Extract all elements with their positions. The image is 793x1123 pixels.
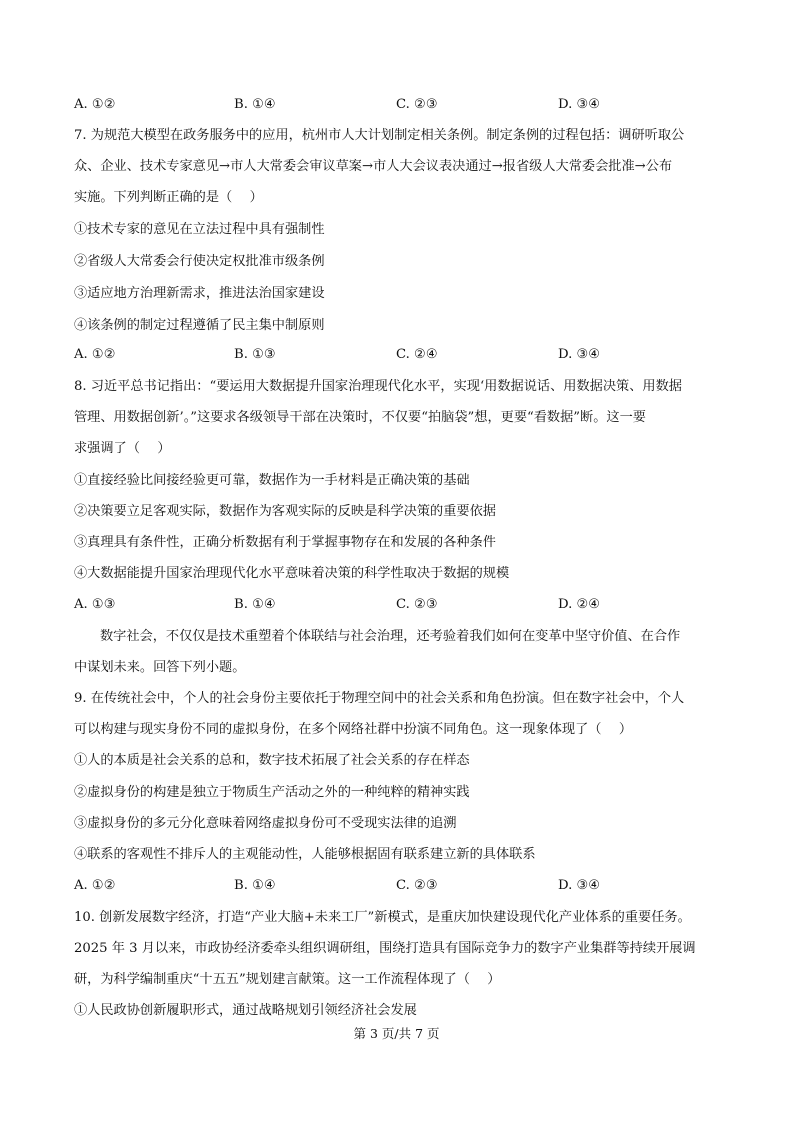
q8-statement-4: ④大数据能提升国家治理现代化水平意味着决策的科学性取决于数据的规模	[74, 566, 510, 581]
q10-statement-1: ①人民政协创新履职形式，通过战略规划引领经济社会发展	[74, 1003, 417, 1018]
q6-options	[74, 96, 634, 114]
q10-stem-line-2: 2025 年 3 月以来，市政协经济委牵头组织调研组，围绕打造具有国际竞争力的数字产业集群等持续开展调	[74, 941, 696, 956]
q8-stem-line-1: 8. 习近平总书记指出：“要运用大数据提升国家治理现代化水平，实现‘用数据说话、用数据决策、用数据	[74, 379, 682, 394]
q8-option-c: C. ②③	[396, 597, 438, 612]
q8-stem-line-2: 管理、用数据创新’。”这要求各级领导干部在决策时，不仅要“拍脑袋”想，更要“看数据”断。这一要	[74, 410, 646, 425]
q9-statement-1: ①人的本质是社会关系的总和，数字技术拓展了社会关系的存在样态	[74, 753, 470, 768]
page-footer: 第 3 页/共 7 页	[353, 1026, 440, 1041]
q9-statement-2: ②虚拟身份的构建是独立于物质生产活动之外的一种纯粹的精神实践	[74, 785, 470, 800]
q7-option-d: D. ③④	[558, 347, 601, 362]
q7-statement-2: ②省级人大常委会行使决定权批准市级条例	[74, 254, 325, 269]
q8-statement-3: ③真理具有条件性，正确分析数据有利于掌握事物存在和发展的各种条件	[74, 535, 496, 550]
q6-option-d: D. ③④	[558, 97, 601, 112]
q8-option-d: D. ②④	[558, 597, 601, 612]
intro-line-2: 中谋划未来。回答下列小题。	[74, 660, 246, 675]
q7-option-a: A. ①②	[74, 347, 116, 362]
q9-option-c: C. ②③	[396, 878, 438, 893]
q8-options	[74, 596, 634, 614]
q8-option-b: B. ①④	[234, 597, 276, 612]
q7-option-b: B. ①③	[234, 347, 276, 362]
q8-stem-line-3: 求强调了（ ）	[74, 441, 171, 456]
q9-option-d: D. ③④	[558, 878, 601, 893]
q7-statement-3: ③适应地方治理新需求，推进法治国家建设	[74, 286, 325, 301]
q8-statement-2: ②决策要立足客观实际，数据作为客观实际的反映是科学决策的重要依据	[74, 504, 496, 519]
q6-option-a: A. ①②	[74, 97, 116, 112]
q9-statement-3: ③虚拟身份的多元分化意味着网络虚拟身份可不受现实法律的追溯	[74, 816, 457, 831]
q10-stem-line-1: 10. 创新发展数字经济，打造“产业大脑+未来工厂”新模式，是重庆加快建设现代化产业体系的重要任务。	[74, 910, 691, 925]
q7-option-c: C. ②④	[396, 347, 438, 362]
q8-statement-1: ①直接经验比间接经验更可靠，数据作为一手材料是正确决策的基础	[74, 473, 470, 488]
q7-stem-line-3: 实施。下列判断正确的是（ ）	[74, 190, 263, 205]
q7-options	[74, 346, 634, 364]
q10-stem-line-3: 研，为科学编制重庆“十五五”规划建言献策。这一工作流程体现了（ ）	[74, 972, 501, 987]
q9-option-a: A. ①②	[74, 878, 116, 893]
q9-statement-4: ④联系的客观性不排斥人的主观能动性，人能够根据固有联系建立新的具体联系	[74, 847, 536, 862]
q8-option-a: A. ①③	[74, 597, 116, 612]
q7-stem-line-2: 众、企业、技术专家意见→市人大常委会审议草案→市人大会议表决通过→报省级人大常委会批准→公布	[74, 159, 673, 174]
q7-statement-1: ①技术专家的意见在立法过程中具有强制性	[74, 222, 325, 237]
q6-option-c: C. ②③	[396, 97, 438, 112]
intro-line-1: 数字社会，不仅仅是技术重塑着个体联结与社会治理，还考验着我们如何在变革中坚守价值、在合作	[100, 629, 681, 644]
q6-option-b: B. ①④	[234, 97, 276, 112]
q9-stem-line-2: 可以构建与现实身份不同的虚拟身份，在多个网络社群中扮演不同角色。这一现象体现了（ ）	[74, 722, 633, 737]
q7-statement-4: ④该条例的制定过程遵循了民主集中制原则	[74, 318, 325, 333]
q9-stem-line-1: 9. 在传统社会中，个人的社会身份主要依托于物理空间中的社会关系和角色扮演。但在数字社会中，个人	[74, 691, 685, 706]
q7-stem-line-1: 7. 为规范大模型在政务服务中的应用，杭州市人大计划制定相关条例。制定条例的过程包括：调研听取公	[74, 128, 685, 143]
q9-option-b: B. ①④	[234, 878, 276, 893]
q9-options	[74, 877, 634, 895]
